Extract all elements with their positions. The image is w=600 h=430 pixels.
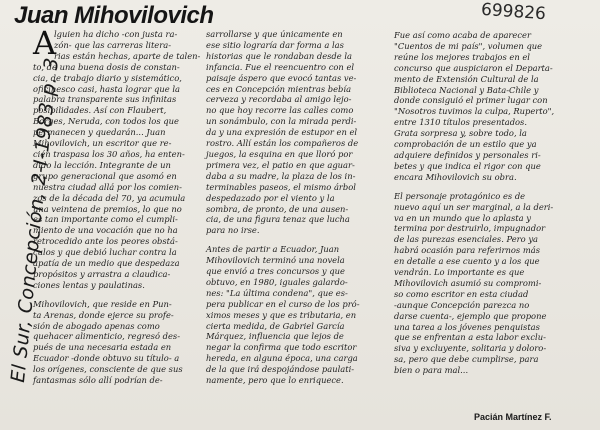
text-line: to, de una buena dosis de constan- [33, 61, 180, 72]
text-line: retrocedido ante los peores obstá- [33, 236, 178, 247]
archive-stamp-number: 699826 [480, 0, 547, 25]
paragraph-gap [206, 236, 381, 244]
text-line: culos y que debió luchar contra la [33, 247, 177, 258]
text-line: El personaje protagónico es de [394, 190, 526, 201]
text-line: Mihovilovich asumió su compromi- [394, 277, 542, 288]
text-line: Márquez, influencia que lejos de [206, 331, 344, 342]
text-line: termina por destruirlo, impugnador [394, 223, 546, 234]
text-line: darse cuenta-, ejemplo que propone [394, 310, 547, 321]
text-line: ximos meses y que es tributaria, en [206, 309, 357, 320]
text-line: juegos, la esquina en que lloró por [206, 148, 353, 159]
text-line: sarrollarse y que únicamente en [206, 29, 343, 39]
text-line: nes: "La última condena", que es- [206, 287, 348, 298]
text-line: cia, de trabajo diario y sistemático, [33, 72, 182, 83]
text-line: propósitos y arrastra a claudica- [33, 268, 171, 279]
text-line: zos de la década del 70, ya acumula [33, 192, 186, 203]
text-line: Biblioteca Nacional y Bata-Chile y [394, 84, 539, 95]
text-line: en detalle a ese cuento y a los que [394, 256, 540, 267]
text-line: Antes de partir a Ecuador, Juan [206, 244, 340, 255]
text-line: cierta medida, de Gabriel García [206, 320, 345, 331]
text-line: betes y que indica el rigor con que [394, 160, 541, 171]
text-line: bien o para mal... [394, 365, 469, 376]
text-line: grupo generacional que asomó en [33, 170, 177, 181]
text-line: comprobación de un estilo que ya [394, 139, 537, 150]
text-line: pués de una necesaria estada en [33, 342, 172, 353]
text-line: infancia. Fue el reencuentro con el [206, 61, 355, 72]
text-line: lguien ha dicho -con justa ra- [54, 29, 178, 39]
text-line: despedazado por el viento y la [206, 192, 335, 203]
text-line: dido la lección. Integrante de un [33, 159, 171, 170]
text-line: Borges, Neruda, con todos los que [33, 116, 179, 127]
text-line: Mihovilovich, que reside en Pun- [33, 298, 172, 309]
text-line: Ecuador -donde obtuvo su título- a [33, 353, 180, 364]
text-line: ciones lentas y paulatinas. [33, 279, 145, 290]
text-line: entre 1310 títulos presentados. [394, 117, 527, 128]
text-line: cerveza y recordaba al amigo lejo- [206, 94, 352, 105]
text-line: so como escritor en esta ciudad [394, 288, 529, 299]
text-line: cia, de una figura tenaz que lucha [206, 214, 350, 225]
text-line: habrá ocasión para referirnos más [394, 245, 541, 256]
text-line: para no irse. [206, 225, 260, 236]
text-line: da y una expresión de estupor en el [206, 127, 358, 138]
article-column-1 [33, 24, 201, 386]
text-line: sa, pero que debe cumplirse, para [394, 354, 539, 365]
drop-cap: A [33, 24, 57, 62]
text-line: daba a su madre, la plaza de los in- [206, 170, 356, 181]
text-line: zón- que las carreras litera- [54, 39, 172, 50]
text-line: no que hoy recorre las calles como [206, 105, 354, 116]
text-line: Grata sorpresa y, sobre todo, la [394, 128, 527, 139]
text-line: ces en Concepción mientras bebía [206, 83, 352, 94]
text-line: sión de abogado apenas como [33, 320, 160, 331]
article-headline: Juan Mihovilovich [14, 2, 214, 29]
text-line: "Cuentos de mi país", volumen que [394, 40, 543, 51]
text-line: miento de una vocación que no ha [33, 225, 178, 236]
text-line: ese sitio lograría dar forma a las [206, 39, 344, 50]
text-line: va en un mundo que lo aplasta y [394, 212, 531, 223]
text-line: una tarea a los jóvenes penquistas [394, 321, 540, 332]
text-line: pera publicar en el curso de los pró- [206, 298, 360, 309]
text-line: una veintena de premios, lo que no [33, 203, 182, 214]
text-line: terminables paseos, el mismo árbol [206, 181, 356, 192]
text-line: concurso que auspiciaron el Departa- [394, 62, 553, 73]
text-line: hereda, en alguna época, una carga [206, 353, 358, 364]
text-line: apatía de un medio que despedaza [33, 258, 180, 269]
handwritten-margin-note: El Sur, Concepción, 2-I-1983 p. 3 [6, 56, 64, 384]
text-line: negar la confirma que todo escritor [206, 342, 357, 353]
text-line: ta Arenas, donde ejerce su profe- [33, 309, 174, 320]
text-line: namente, pero que lo enriquece. [206, 375, 344, 386]
text-line: los orígenes, consciente de que sus [33, 364, 183, 375]
text-line: de las purezas esenciales. Pero ya [394, 234, 539, 245]
text-line: obtuvo, en 1980, iguales galardo- [206, 276, 348, 287]
text-line: rias están hechas, aparte de talen- [54, 50, 201, 61]
article-column-2 [206, 29, 381, 386]
article-column-3 [394, 30, 590, 376]
text-line: "Nosotros tuvimos la culpa, Ruperto", [394, 106, 555, 117]
author-signature: Pacián Martínez F. [474, 412, 552, 422]
text-line: cién traspasa los 30 años, ha enten- [33, 148, 185, 159]
text-line: mento de Extensión Cultural de la [394, 73, 539, 84]
paragraph-gap [33, 291, 193, 299]
text-line: fantasmas sólo allí podrían de- [33, 375, 163, 386]
text-line: permanecen y quedarán... Juan [33, 127, 166, 138]
text-line: un sonámbulo, con la mirada perdi- [206, 116, 357, 127]
text-line: paisaje áspero que evocó tantas ve- [206, 72, 357, 83]
text-line: que envió a tres concursos y que [206, 266, 345, 277]
text-line: nuestra ciudad allá por los comien- [33, 181, 182, 192]
text-line: quehacer alimenticio, regresó des- [33, 331, 181, 342]
text-line: historias que le rondaban desde la [206, 50, 353, 61]
text-line: palabra transparente sus infinitas [33, 94, 177, 105]
text-line: donde consiguió el primer lugar con [394, 95, 548, 106]
text-line: reúne los mejores trabajos en el [394, 51, 530, 62]
text-line: nuevo aquí un ser marginal, a la deri- [394, 201, 554, 212]
text-line: encara Mihovilovich su obra. [394, 171, 517, 182]
text-line: vendrán. Lo importante es que [394, 267, 525, 278]
text-line: siva y excluyente, solitaria y doloro- [394, 343, 547, 354]
text-line: que se enfrentan a esta labor exclu- [394, 332, 546, 343]
text-line: Mihovilovich, un escritor que re- [33, 138, 172, 149]
paragraph-gap [394, 183, 590, 191]
text-line: de la que irá despojándose paulati- [206, 364, 355, 375]
text-line: es tan importante como el cumpli- [33, 214, 178, 225]
text-line: oficinesco casi, hasta lograr que la [33, 83, 180, 94]
text-line: primera vez, el patio en que aguar- [206, 159, 355, 170]
text-line: sombra, de pronto, de una ausen- [206, 203, 349, 214]
text-line: Mihovilovich terminó una novela [206, 255, 345, 266]
text-line: -aunque Concepción parezca no [394, 299, 530, 310]
text-line: rostro. Allí están los compañeros de [206, 138, 359, 149]
text-line: Fue así como acaba de aparecer [394, 30, 531, 40]
text-line: posibilidades. Así con Flaubert, [33, 105, 167, 116]
text-line: adquiere definidos y personales ri- [394, 149, 541, 160]
